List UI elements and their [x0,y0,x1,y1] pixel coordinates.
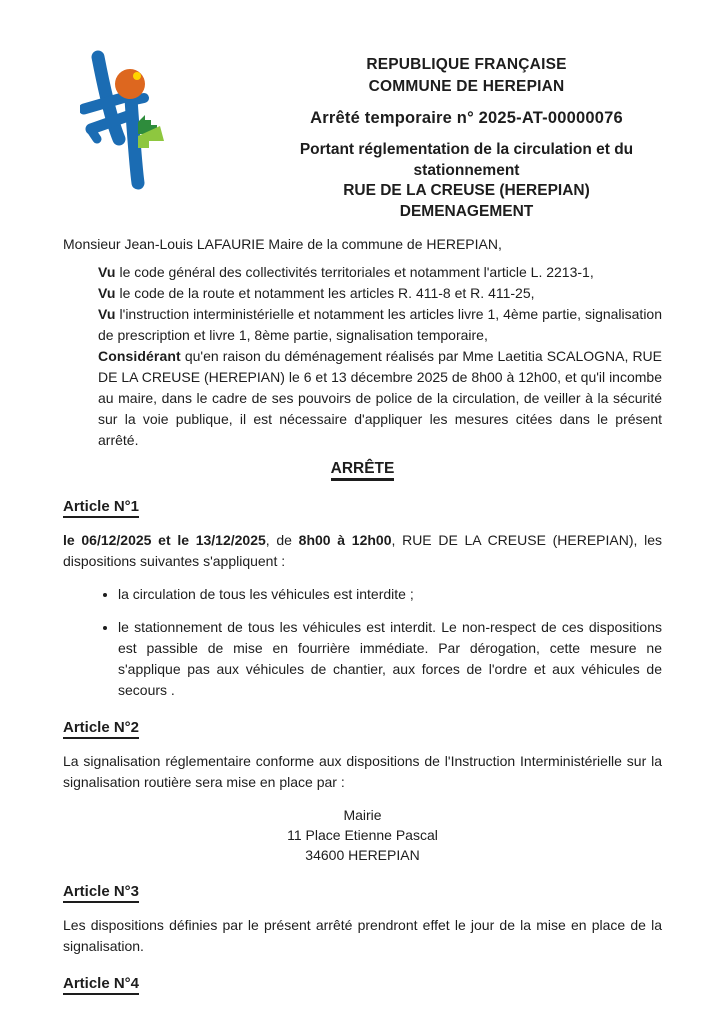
article-1-title: Article N°1 [63,496,662,518]
vu-clause-1 [98,262,662,283]
considerant-text: qu'en raison du déménagement réalisés par Mme Laetitia SCALOGNA, RUE DE LA CREUSE (HEREPIAN) le 6 et 13 décembre 2025 de 8h00 à 12h00, et qu'il incombe au maire, dans le cadre de ses pouvoirs de police de la circulation, de veiller à la sécurité sur la voie publique, il est nécessaire d'appliquer les mesures citées dans le présent arrêté. [98,348,663,448]
republic-title: REPUBLIQUE FRANÇAISE [366,56,567,73]
logo-brush-stroke-right [131,99,138,183]
subject-line-street: RUE DE LA CREUSE (HEREPIAN) [343,182,590,199]
bullet-item-circulation: • la circulation de tous les véhicules est interdite ; [118,584,662,605]
vu-text: l'instruction interministérielle et notamment les articles livre 1, 4ème partie, signalisation de prescription et livre 1, 8ème partie, signalisation temporaire, [98,306,663,343]
vu-lead: Vu [98,285,116,301]
bullet-item-stationnement: • le stationnement de tous les véhicules est interdit. Le non-respect de ces dispositions est passible de mise en fourrière immédiate. Par dérogation, cette mesure ne s'applique pas aux véhicules de chantier, aux forces de l'ordre et aux véhicules de secours . [118,617,662,701]
address-line-street: 11 Place Etienne Pascal [287,827,438,843]
logo-tail [91,130,97,139]
vu-lead: Vu [98,264,116,280]
logo-sun-highlight [133,72,141,80]
subject-line-regulation: Portant réglementation de la circulation et du stationnement [299,141,634,179]
article-1 [63,496,662,701]
article-2 [63,717,662,865]
salutation: Monsieur Jean-Louis LAFAURIE Maire de la commune de HEREPIAN, [63,236,502,252]
article-1-intro [63,530,662,572]
vu-clause-3 [98,304,662,346]
article-3-title: Article N°3 [63,881,662,903]
considerant-lead: Considérant [98,348,181,364]
decree-heading: ARRÊTE [63,458,662,480]
preamble [98,262,662,451]
intro-hours: 8h00 à 12h00 [298,532,392,548]
article-3 [63,881,662,957]
considerant-clause [98,346,662,451]
intro-dates: le 06/12/2025 et le 13/12/2025 [63,532,266,548]
intro-mid: , de [265,532,299,548]
address-line-name: Mairie [343,807,382,823]
logo-crossbar-bottom [91,116,128,129]
vu-lead: Vu [98,306,116,322]
document-header [215,54,718,222]
intro-tail: , RUE DE LA CREUSE (HEREPIAN), les dispositions suivantes s'appliquent : [63,532,663,569]
article-2-title: Article N°2 [63,717,662,739]
subject-line-reason: DEMENAGEMENT [399,202,534,220]
decree-subject [247,140,687,222]
article-4-title: Article N°4 [63,973,662,995]
commune-title: COMMUNE DE HEREPIAN [368,78,565,95]
article-2-body: La signalisation réglementaire conforme aux dispositions de l'Instruction Interministérielle sur la signalisation routière sera mise en place par : [63,753,662,790]
article-4 [63,973,662,995]
article-1-measures [63,584,662,701]
vu-text: le code de la route et notamment les articles R. 411-8 et R. 411-25, [119,285,535,301]
article-3-body: Les dispositions définies par le présent arrêté prendront effet le jour de la mise en place de la signalisation. [63,917,662,954]
decree-number: Arrêté temporaire n° 2025-AT-00000076 [310,109,623,127]
mairie-address [63,805,662,865]
vu-text: le code général des collectivités territoriales et notamment l'article L. 2213-1, [119,264,594,280]
address-line-city: 34600 HEREPIAN [305,847,420,863]
vu-clause-2 [98,283,662,304]
logo-sun-icon [115,69,145,99]
commune-logo [80,50,180,190]
